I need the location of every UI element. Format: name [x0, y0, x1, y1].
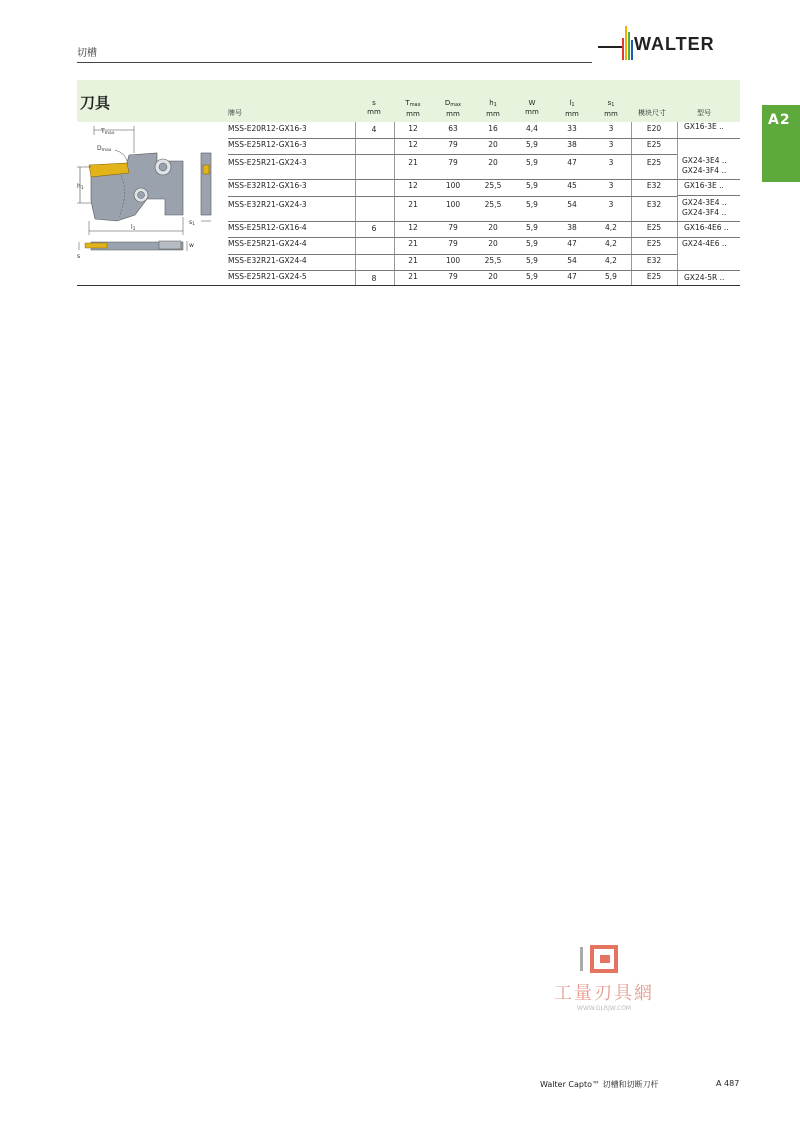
- col-header-s1: $s_1$ mm: [604, 99, 618, 118]
- label-s1: s1: [189, 219, 196, 227]
- part-number-cell: MSS-E25R21-GX24-3: [228, 158, 307, 167]
- type-divider: [677, 221, 740, 222]
- brand-name: WALTER: [634, 34, 715, 54]
- logo-stripe: [628, 32, 630, 60]
- dmax-cell: 79: [448, 140, 458, 149]
- label-w: w: [189, 242, 194, 249]
- type-cell: GX24-3F4 ..: [682, 166, 727, 175]
- module-cell: E32: [646, 181, 662, 190]
- svg-text:Dmax: Dmax: [97, 145, 112, 153]
- row-divider: [228, 270, 677, 271]
- logo-bar: [598, 46, 622, 48]
- row-divider: [228, 221, 677, 222]
- w-cell: 4,4: [526, 124, 538, 133]
- module-cell: E25: [646, 223, 662, 232]
- section-label: 切槽: [77, 48, 97, 59]
- tmax-cell: 21: [408, 158, 418, 167]
- row-divider: [228, 237, 677, 238]
- type-cell: GX16-3E ..: [684, 122, 724, 131]
- label-h1: h1: [77, 183, 84, 191]
- s1-cell: 4,2: [605, 223, 617, 232]
- col-divider: [394, 122, 395, 285]
- type-cell: GX16-4E6 ..: [684, 223, 729, 232]
- part-number-cell: MSS-E32R12-GX16-3: [228, 181, 307, 190]
- col-header-part: 牌号: [228, 109, 242, 117]
- tmax-cell: 12: [408, 140, 418, 149]
- dmax-cell: 79: [448, 223, 458, 232]
- module-cell: E25: [646, 239, 662, 248]
- col-divider: [677, 122, 678, 285]
- col-header-l1: $l_1$ mm: [565, 99, 579, 118]
- footer-title: Walter Capto™ 切槽和切断刀杆: [540, 1080, 659, 1089]
- part-number-cell: MSS-E25R12-GX16-4: [228, 223, 307, 232]
- type-cell: GX16-3E ..: [684, 181, 724, 190]
- col-header-module: 模块尺寸: [638, 109, 666, 117]
- row-divider: [228, 138, 677, 139]
- side-view: [189, 153, 211, 227]
- logo-stripe: [631, 40, 633, 60]
- type-cell: GX24-5R ..: [684, 273, 725, 282]
- s-group-value: 8: [371, 274, 377, 283]
- module-cell: E25: [646, 158, 662, 167]
- w-cell: 5,9: [526, 200, 538, 209]
- chapter-tab-label: A2: [768, 112, 791, 128]
- watermark-logo-icon: [536, 943, 672, 979]
- col-header-type: 型号: [697, 109, 711, 117]
- s1-cell: 3: [608, 181, 614, 190]
- module-cell: E25: [646, 272, 662, 281]
- s-group-value: 4: [371, 125, 377, 134]
- part-number-cell: MSS-E20R12-GX16-3: [228, 124, 307, 133]
- l1-cell: 54: [567, 200, 577, 209]
- dmax-cell: 100: [445, 200, 461, 209]
- type-cell: GX24-3E4 ..: [682, 198, 727, 207]
- top-view: [77, 241, 194, 260]
- l1-cell: 47: [567, 239, 577, 248]
- l1-cell: 38: [567, 140, 577, 149]
- tmax-cell: 12: [408, 124, 418, 133]
- type-cell: GX24-3E4 ..: [682, 156, 727, 165]
- page-number: A 487: [716, 1079, 740, 1088]
- col-header-w: W mm: [525, 99, 539, 116]
- label-s: s: [77, 253, 81, 260]
- s1-cell: 3: [608, 124, 614, 133]
- dmax-cell: 63: [448, 124, 458, 133]
- l1-cell: 38: [567, 223, 577, 232]
- col-header-dmax: $D_{max}$ mm: [444, 99, 462, 118]
- s1-cell: 3: [608, 158, 614, 167]
- type-divider: [677, 237, 740, 238]
- row-divider: [228, 154, 677, 155]
- s1-cell: 3: [608, 140, 614, 149]
- table-title: 刀具: [80, 94, 111, 112]
- tmax-cell: 21: [408, 239, 418, 248]
- s1-cell: 4,2: [605, 256, 617, 265]
- tmax-cell: 21: [408, 272, 418, 281]
- h1-dimension: [77, 167, 91, 203]
- s-group-value: 6: [371, 224, 377, 233]
- row-divider: [228, 179, 677, 180]
- type-divider: [677, 270, 740, 271]
- watermark: [536, 943, 672, 1018]
- l1-cell: 33: [567, 124, 577, 133]
- label-tmax: Tmax: [101, 128, 115, 136]
- h1-cell: 20: [488, 239, 498, 248]
- module-cell: E20: [646, 124, 662, 133]
- module-cell: E32: [646, 256, 662, 265]
- walter-logo: [598, 26, 740, 60]
- col-header-h1: $h_1$ mm: [486, 99, 500, 118]
- dmax-label: [97, 145, 127, 161]
- h1-cell: 20: [488, 140, 498, 149]
- h1-cell: 20: [488, 272, 498, 281]
- logo-stripe: [622, 38, 624, 60]
- type-divider: [677, 138, 740, 139]
- l1-cell: 45: [567, 181, 577, 190]
- dmax-cell: 79: [448, 239, 458, 248]
- l1-cell: 47: [567, 158, 577, 167]
- w-cell: 5,9: [526, 239, 538, 248]
- type-divider: [677, 179, 740, 180]
- h1-cell: 20: [488, 223, 498, 232]
- part-number-cell: MSS-E25R21-GX24-4: [228, 239, 307, 248]
- w-cell: 5,9: [526, 223, 538, 232]
- col-header-tmax: $T_{max}$ mm: [405, 99, 421, 118]
- h1-cell: 25,5: [484, 200, 502, 209]
- l1-cell: 54: [567, 256, 577, 265]
- tmax-cell: 12: [408, 223, 418, 232]
- watermark-text: 工量刃具網: [554, 983, 654, 1004]
- logo-stripe: [625, 26, 627, 60]
- table-bottom-rule: [77, 285, 740, 286]
- s1-cell: 5,9: [605, 272, 617, 281]
- part-number-cell: MSS-E32R21-GX24-4: [228, 256, 307, 265]
- part-number-cell: MSS-E32R21-GX24-3: [228, 200, 307, 209]
- tmax-cell: 21: [408, 256, 418, 265]
- dmax-cell: 79: [448, 158, 458, 167]
- dmax-cell: 100: [445, 256, 461, 265]
- tmax-cell: 12: [408, 181, 418, 190]
- h1-cell: 20: [488, 158, 498, 167]
- s1-cell: 3: [608, 200, 614, 209]
- row-divider: [228, 196, 677, 197]
- part-number-cell: MSS-E25R21-GX24-5: [228, 272, 307, 281]
- type-cell: GX24-4E6 ..: [682, 239, 727, 248]
- tool-body: [89, 153, 183, 221]
- dmax-cell: 79: [448, 272, 458, 281]
- h1-cell: 16: [488, 124, 498, 133]
- chapter-tab[interactable]: [762, 105, 800, 182]
- col-header-s: s mm: [367, 99, 381, 116]
- part-number-cell: MSS-E25R12-GX16-3: [228, 140, 307, 149]
- w-cell: 5,9: [526, 256, 538, 265]
- row-divider: [228, 254, 677, 255]
- module-cell: E25: [646, 140, 662, 149]
- header-rule: [77, 62, 592, 63]
- label-l1: l1: [131, 224, 136, 232]
- type-divider: [677, 195, 740, 196]
- module-cell: E32: [646, 200, 662, 209]
- dmax-cell: 100: [445, 181, 461, 190]
- col-divider: [355, 122, 356, 285]
- l1-cell: 47: [567, 272, 577, 281]
- watermark-url: WWW.GLRJW.COM: [576, 1005, 632, 1012]
- type-cell: GX24-3F4 ..: [682, 208, 727, 217]
- tmax-cell: 21: [408, 200, 418, 209]
- w-cell: 5,9: [526, 140, 538, 149]
- h1-cell: 25,5: [484, 181, 502, 190]
- w-cell: 5,9: [526, 158, 538, 167]
- tool-diagram: [77, 123, 227, 268]
- w-cell: 5,9: [526, 181, 538, 190]
- h1-cell: 25,5: [484, 256, 502, 265]
- w-cell: 5,9: [526, 272, 538, 281]
- s1-cell: 4,2: [605, 239, 617, 248]
